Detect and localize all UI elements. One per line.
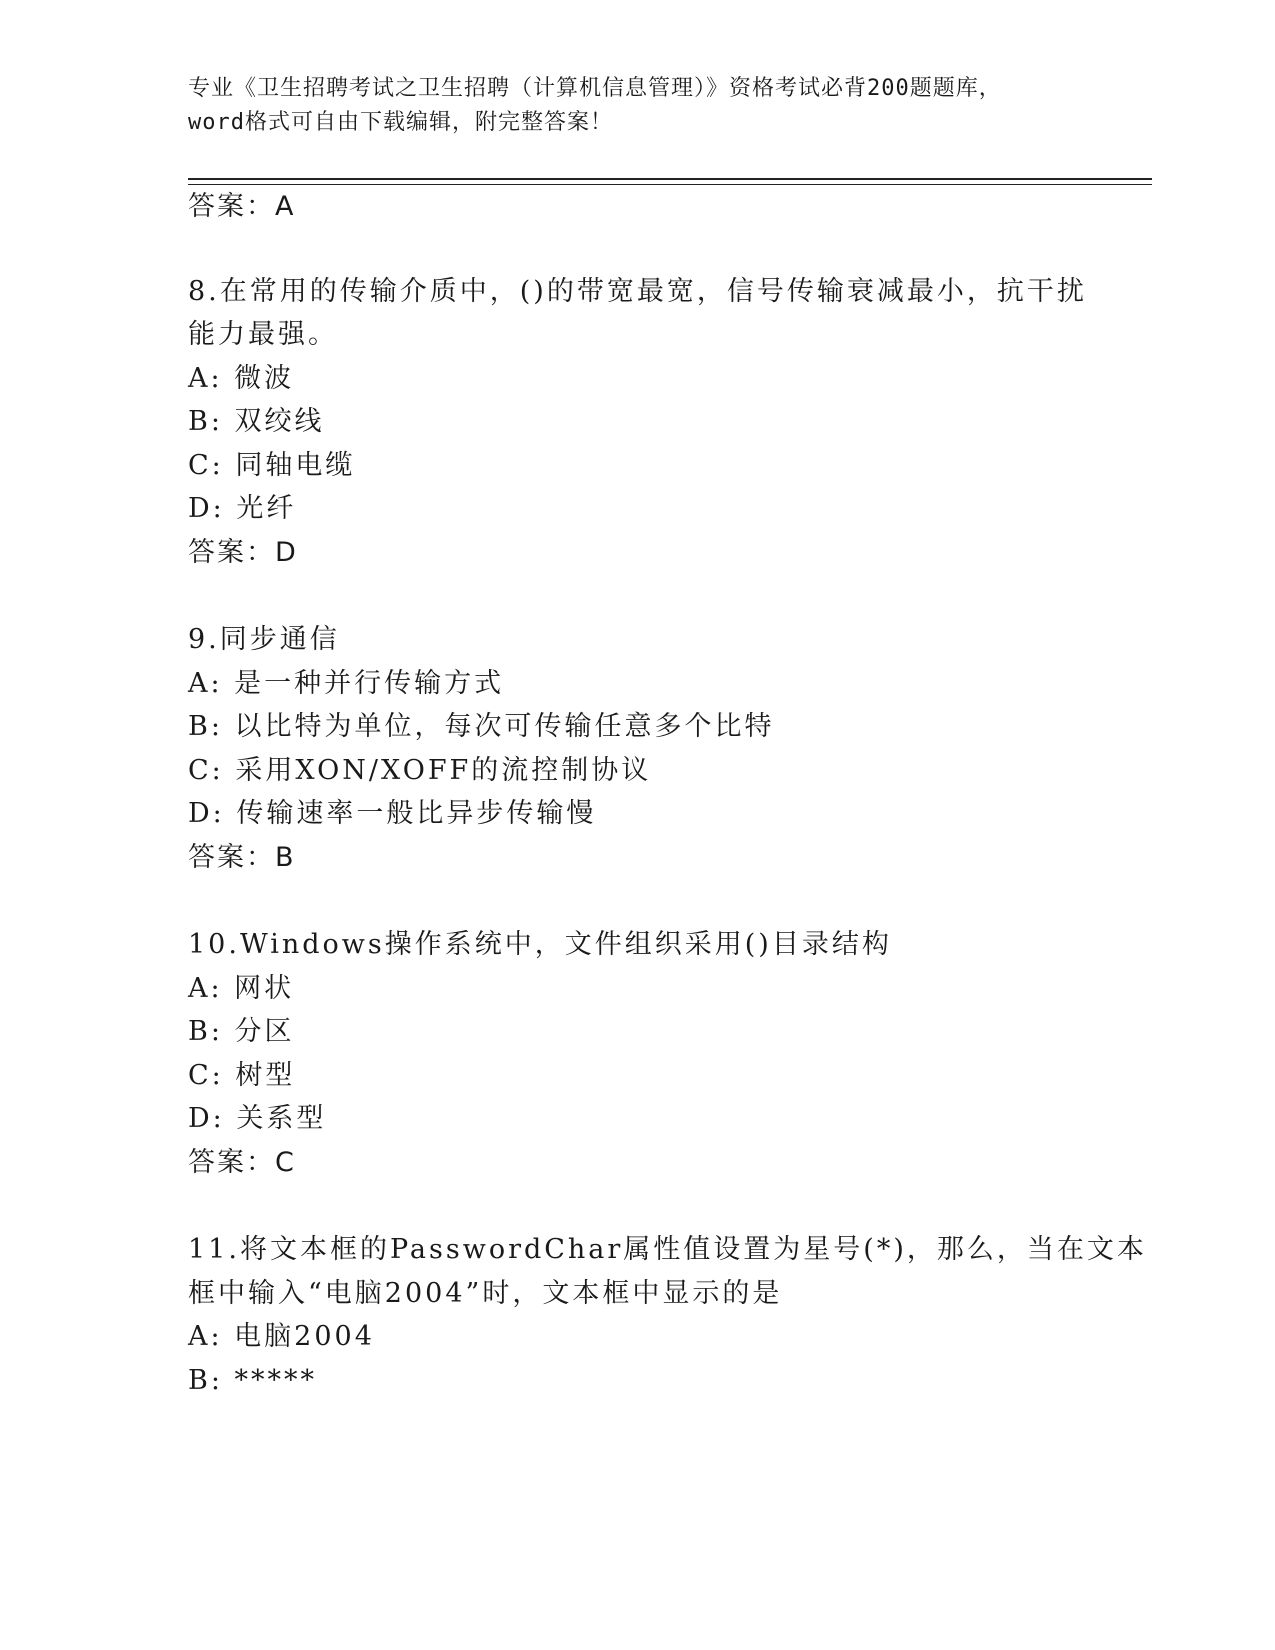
question-9-option-a: A: 是一种并行传输方式 [188, 668, 505, 699]
question-10-option-c: C: 树型 [188, 1060, 296, 1091]
question-9-option-b: B: 以比特为单位，每次可传输任意多个比特 [188, 711, 775, 742]
question-10-stem: 10.Windows操作系统中，文件组织采用()目录结构 [188, 929, 892, 960]
question-10-option-d: D: 关系型 [188, 1103, 327, 1134]
question-8-stem-line-1: 8.在常用的传输介质中，()的带宽最宽，信号传输衰减最小，抗干扰 [188, 276, 1087, 307]
header-line-1: 专业《卫生招聘考试之卫生招聘（计算机信息管理）》资格考试必背200题题库， [188, 76, 1002, 101]
question-8-answer: 答案：D [188, 537, 298, 568]
question-11-option-a: A: 电脑2004 [188, 1321, 375, 1352]
question-11-stem-line-2: 框中输入“电脑2004”时，文本框中显示的是 [188, 1278, 783, 1309]
question-9-answer: 答案：B [188, 842, 296, 873]
question-8-option-b: B: 双绞线 [188, 406, 325, 437]
document-header [188, 72, 1088, 140]
header-line-2: word格式可自由下载编辑，附完整答案！ [188, 110, 613, 135]
question-11-option-b: B: ***** [188, 1365, 318, 1396]
question-11-stem-line-1: 11.将文本框的PasswordChar属性值设置为星号(*)，那么，当在文本 [188, 1234, 1147, 1265]
question-8-option-c: C: 同轴电缆 [188, 450, 356, 481]
header-divider-thin [188, 184, 1152, 185]
question-8-option-d: D: 光纤 [188, 493, 297, 524]
question-10-option-a: A: 网状 [188, 973, 295, 1004]
question-10-option-b: B: 分区 [188, 1016, 295, 1047]
question-9-stem: 9.同步通信 [188, 624, 340, 655]
question-10-answer: 答案：C [188, 1147, 296, 1178]
question-9-option-d: D: 传输速率一般比异步传输慢 [188, 798, 597, 829]
question-8-option-a: A: 微波 [188, 363, 295, 394]
answer-previous: 答案：A [188, 191, 296, 222]
header-divider-thick [188, 178, 1152, 180]
question-9-option-c: C: 采用XON/XOFF的流控制协议 [188, 755, 652, 786]
question-8-stem-line-2: 能力最强。 [188, 319, 338, 350]
